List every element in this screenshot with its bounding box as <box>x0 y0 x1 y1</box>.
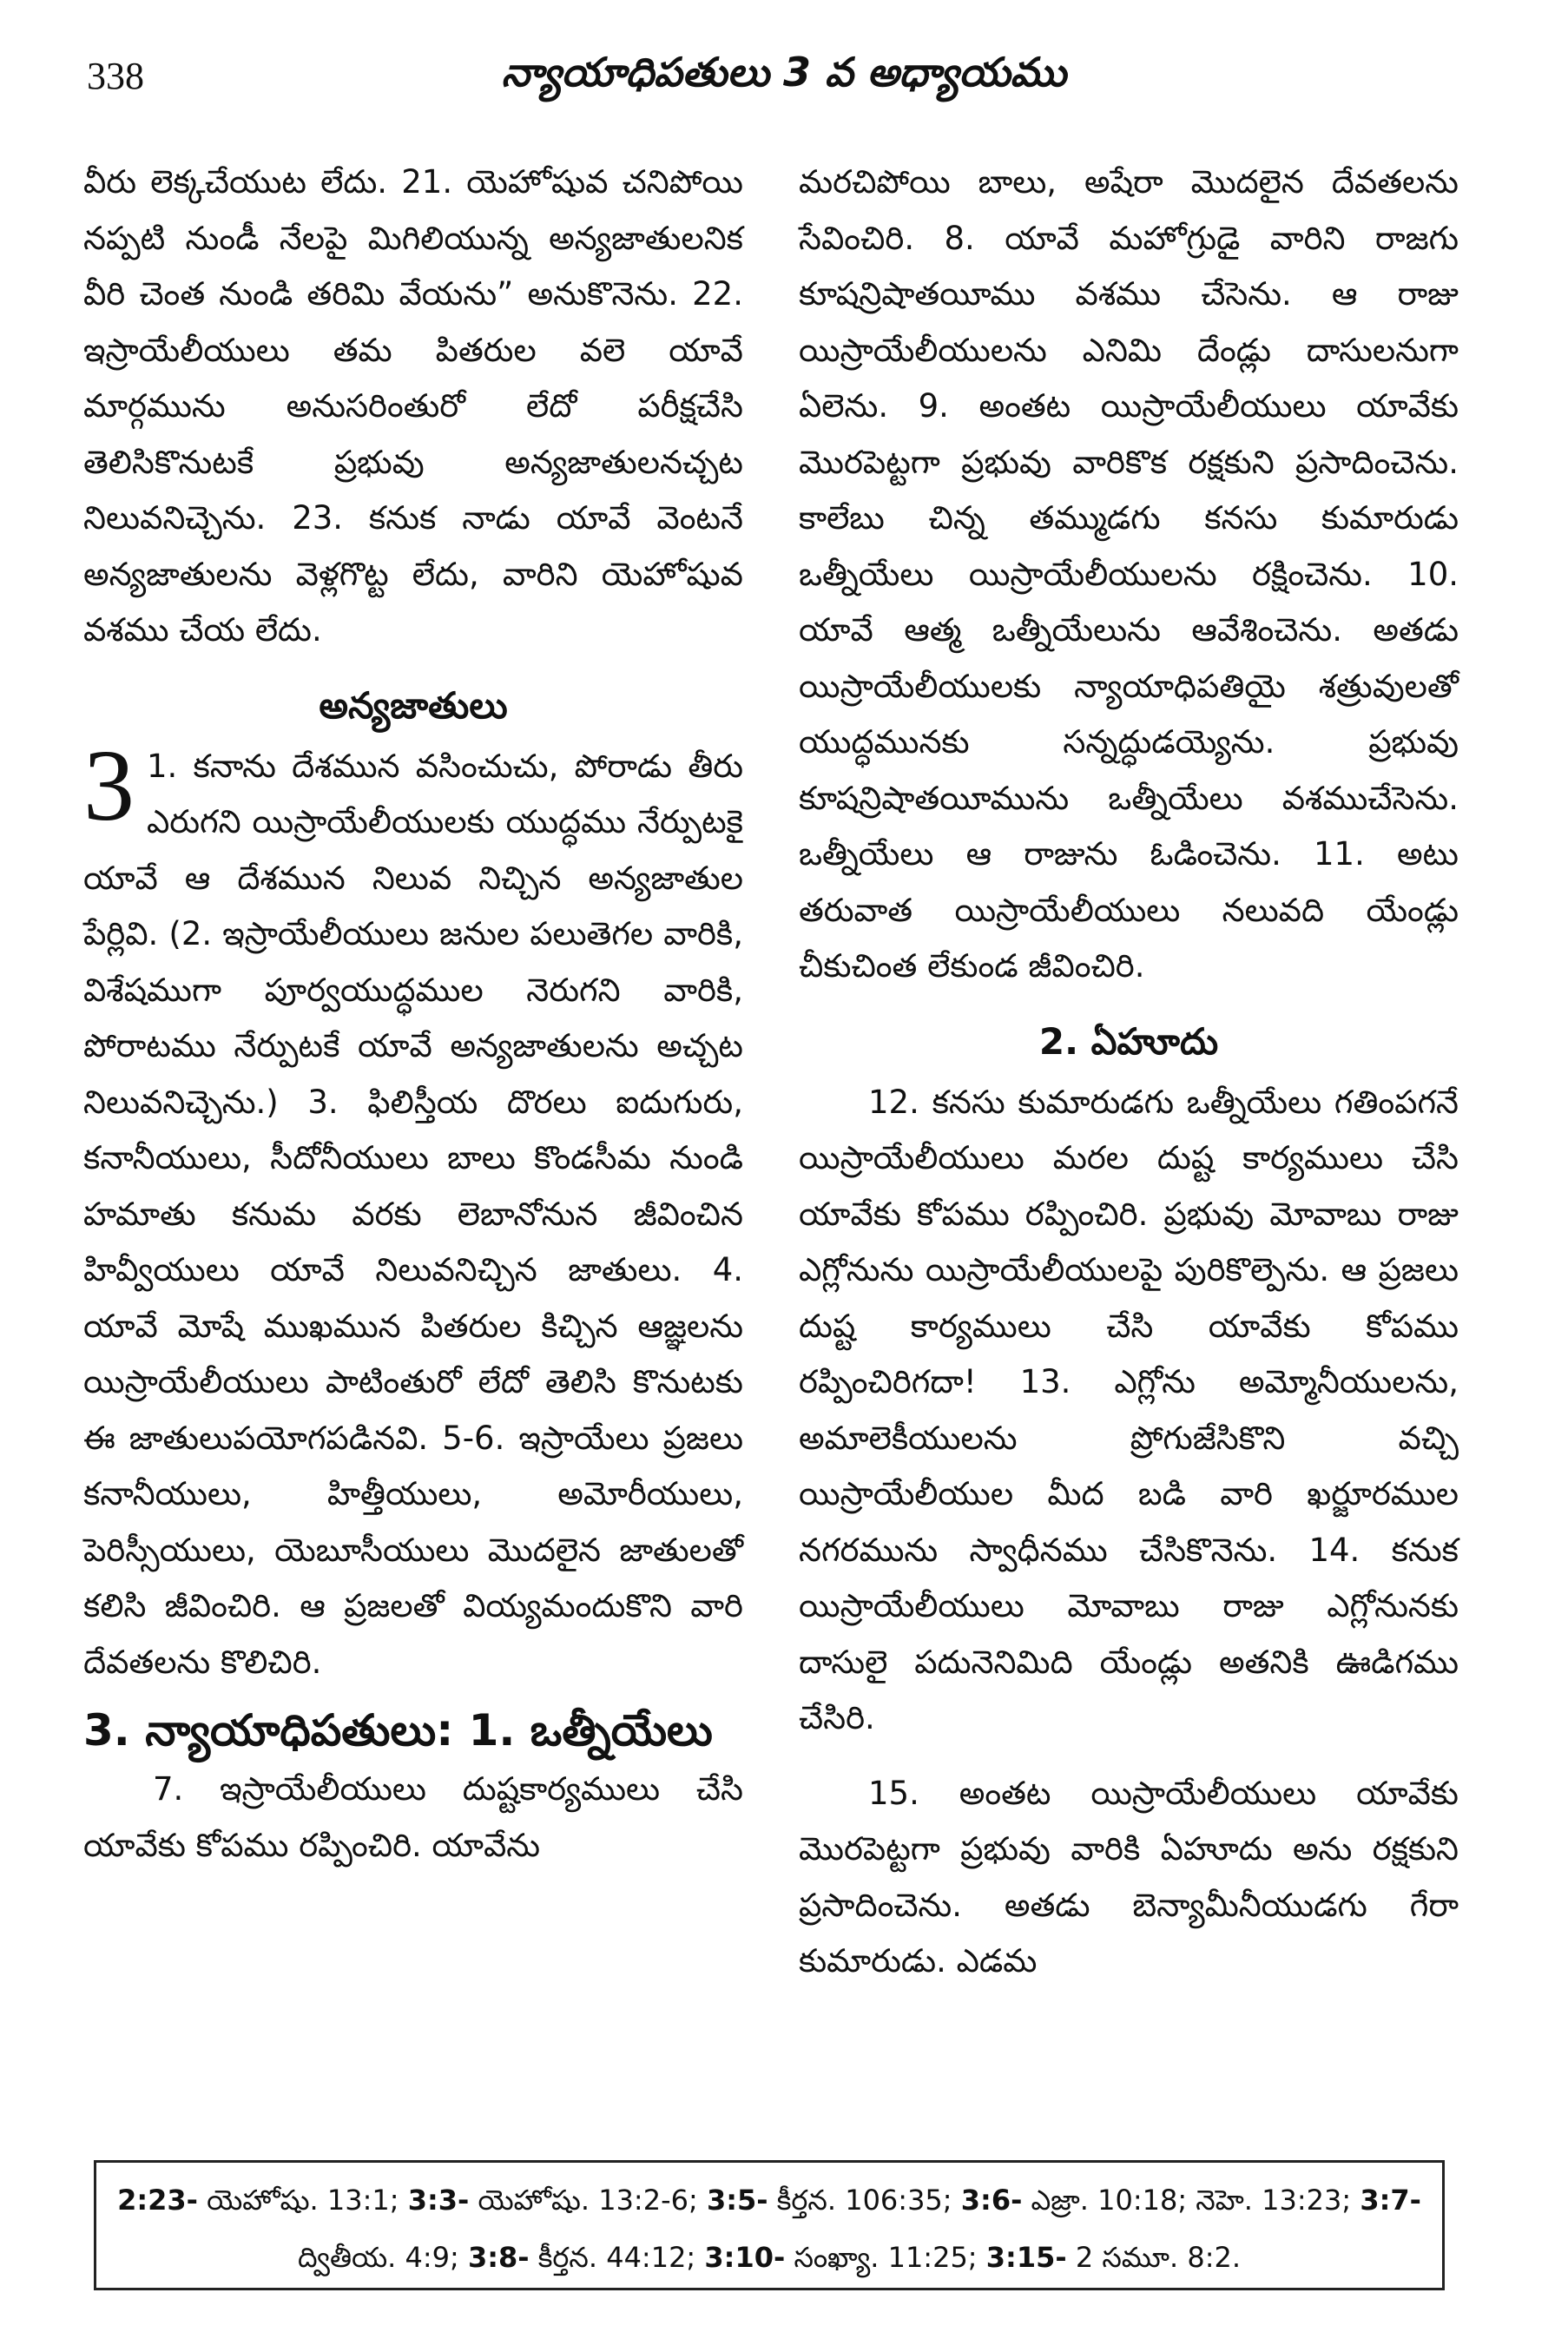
footnote-ref: 3:15- <box>985 2241 1067 2274</box>
footnote-text: ద్వితీయ. 4:9; <box>297 2241 468 2274</box>
footnote-ref: 3:7- <box>1360 2184 1421 2217</box>
footnotes-box <box>94 2160 1445 2290</box>
section-heading: 3. న్యాయాధిపతులు: 1. ఒత్నీయేలు <box>83 1705 713 1756</box>
paragraph: మరచిపోయి బాలు, అషేరా మొదలైన దేవతలను సేవించిరి. 8. యావే మహోగ్రుడై వారిని రాజగు కూషన్రిషాతయీము వశము చేసెను. ఆ రాజు యిస్రాయేలీయులను ఎనిమి దేండ్లు దాసులనుగా ఏలెను. 9. అంతట యిస్రాయేలీయులు యావేకు మొరపెట్టగా ప్రభువు వారికొక రక్షకుని ప్రసాదించెను. కాలేబు చిన్న తమ్ముడగు కనసు కుమారుడు ఒత్నీయేలు యిస్రాయేలీయులను రక్షించెను. 10. యావే ఆత్మ ఒత్నీయేలును ఆవేశించెను. అతడు యిస్రాయేలీయులకు న్యాయాధిపతియై శత్రువులతో యుద్ధమునకు సన్నద్ధుడయ్యెను. ప్రభువు కూషన్రిషాతయీమును ఒత్నీయేలు వశముచేసెను. ఒత్నీయేలు ఆ రాజును ఓడించెను. 11. అటు తరువాత యిస్రాయేలీయులు నలువది యేండ్లు చీకుచింత లేకుండ జీవించిరి. <box>799 163 1459 985</box>
footnote-text: యెహోషు. 13:1; <box>197 2184 408 2217</box>
paragraph-text: 1. కనాను దేశమున వసించుచు, పోరాడు తీరు ఎరుగని యిస్రాయేలీయులకు యుద్ధము నేర్పుటకై యావే ఆ దేశమున నిలువ నిచ్చిన అన్యజాతుల పేర్లివి. (2. ఇస్రాయేలీయులు జనుల పలుతెగల వారికి, విశేషముగా పూర్వయుద్ధముల నెరుగని వారికి, పోరాటము నేర్పుటకే యావే అన్యజాతులను అచ్చట నిలువనిచ్చెను.) 3. ఫిలిస్తీయ దొరలు ఐదుగురు, కనానీయులు, సీదోనీయులు బాలు కొండసీమ నుండి హమాతు కనుమ వరకు లెబానోనున జీవించిన హివ్వీయులు యావే నిలువనిచ్చిన జాతులు. 4. యావే మోషే ముఖమున పితరుల కిచ్చిన ఆజ్ఞలను యిస్రాయేలీయులు పాటింతురో లేదో తెలిసి కొనుటకు ఈ జాతులుపయోగపడినవి. 5-6. ఇస్రాయేలు ప్రజలు కనానీయులు, హిత్తీయులు, అమోరీయులు, పెరిస్సీయులు, యెబూసీయులు మొదలైన జాతులతో కలిసి జీవించిరి. ఆ ప్రజలతో వియ్యమందుకొని వారి దేవతలను కొలిచిరి. <box>83 747 743 1681</box>
footnote-text: ఎజ్రా. 10:18; నెహె. 13:23; <box>1022 2184 1360 2217</box>
footnote-ref: 3:3- <box>407 2184 470 2217</box>
footnote-text: సంఖ్యా. 11:25; <box>785 2241 986 2274</box>
footnote <box>408 2184 707 2217</box>
footnote <box>468 2241 704 2274</box>
footnote-text: 2 సమూ. 8:2. <box>1066 2241 1242 2274</box>
footnote-text: యెహోషు. 13:2-6; <box>469 2184 707 2217</box>
footnote-ref: 3:8- <box>467 2241 530 2274</box>
footnote <box>961 2184 1360 2217</box>
footnote <box>986 2241 1241 2274</box>
chapter-paragraph <box>83 728 743 1691</box>
section-heading: అన్యజాతులు <box>319 683 508 727</box>
footnote-ref: 3:10- <box>704 2241 786 2274</box>
paragraph: 7. ఇస్రాయేలీయులు దుష్టకార్యములు చేసి యావేకు కోపము రప్పించిరి. యావేను <box>83 1770 743 1864</box>
footnote-ref: 3:5- <box>706 2184 768 2217</box>
running-head: న్యాయాధిపతులు 3 వ అధ్యాయము <box>501 49 1067 96</box>
footnote-ref: 3:6- <box>960 2184 1023 2217</box>
footnote-ref: 2:23- <box>117 2184 198 2217</box>
footnote-text: కీర్తన. 106:35; <box>768 2184 961 2217</box>
section-heading: 2. ఏహూదు <box>1038 1019 1219 1063</box>
left-column <box>83 155 743 1874</box>
right-column <box>799 155 1459 1990</box>
footnote <box>117 2184 408 2217</box>
chapter-number: 3 <box>83 728 135 842</box>
footnote <box>704 2241 985 2274</box>
paragraph: వీరు లెక్కచేయుట లేదు. 21. యెహోషువ చనిపోయి నప్పటి నుండీ నేలపై మిగిలియున్న అన్యజాతులనిక వీరి చెంత నుండి తరిమి వేయను” అనుకొనెను. 22. ఇస్రాయేలీయులు తమ పితరుల వలె యావే మార్గమును అనుసరింతురో లేదో పరీక్షచేసి తెలిసికొనుటకే ప్రభువు అన్యజాతులనచ్చట నిలువనిచ్చెను. 23. కనుక నాడు యావే వెంటనే అన్యజాతులను వెళ్లగొట్ట లేదు, వారిని యెహోషువ వశము చేయ లేదు. <box>83 163 743 649</box>
footnote <box>707 2184 961 2217</box>
paragraph: 12. కనసు కుమారుడగు ఒత్నీయేలు గతింపగనే యిస్రాయేలీయులు మరల దుష్ట కార్యములు చేసి యావేకు కోపము రప్పించిరి. ప్రభువు మోవాబు రాజు ఎగ్లోనును యిస్రాయేలీయులపై పురికొల్పెను. ఆ ప్రజలు దుష్ట కార్యములు చేసి యావేకు కోపము రప్పించిరిగదా! 13. ఎగ్లోను అమ్మోనీయులను, అమాలెకీయులను ప్రోగుజేసికొని వచ్చి యిస్రాయేలీయుల మీద బడి వారి ఖర్జూరముల నగరమును స్వాధీనము చేసికొనెను. 14. కనుక యిస్రాయేలీయులు మోవాబు రాజు ఎగ్లోనునకు దాసులై పదునెనిమిది యేండ్లు అతనికి ఊడిగము చేసిరి. <box>799 1083 1459 1736</box>
paragraph: 15. అంతట యిస్రాయేలీయులు యావేకు మొరపెట్టగా ప్రభువు వారికి ఏహూదు అను రక్షకుని ప్రసాదించెను. అతడు బెన్యామీనీయుడగు గేరా కుమారుడు. ఎడమ <box>799 1774 1459 1980</box>
footnote-text: కీర్తన. 44:12; <box>529 2241 705 2274</box>
page-number: 338 <box>87 55 144 97</box>
